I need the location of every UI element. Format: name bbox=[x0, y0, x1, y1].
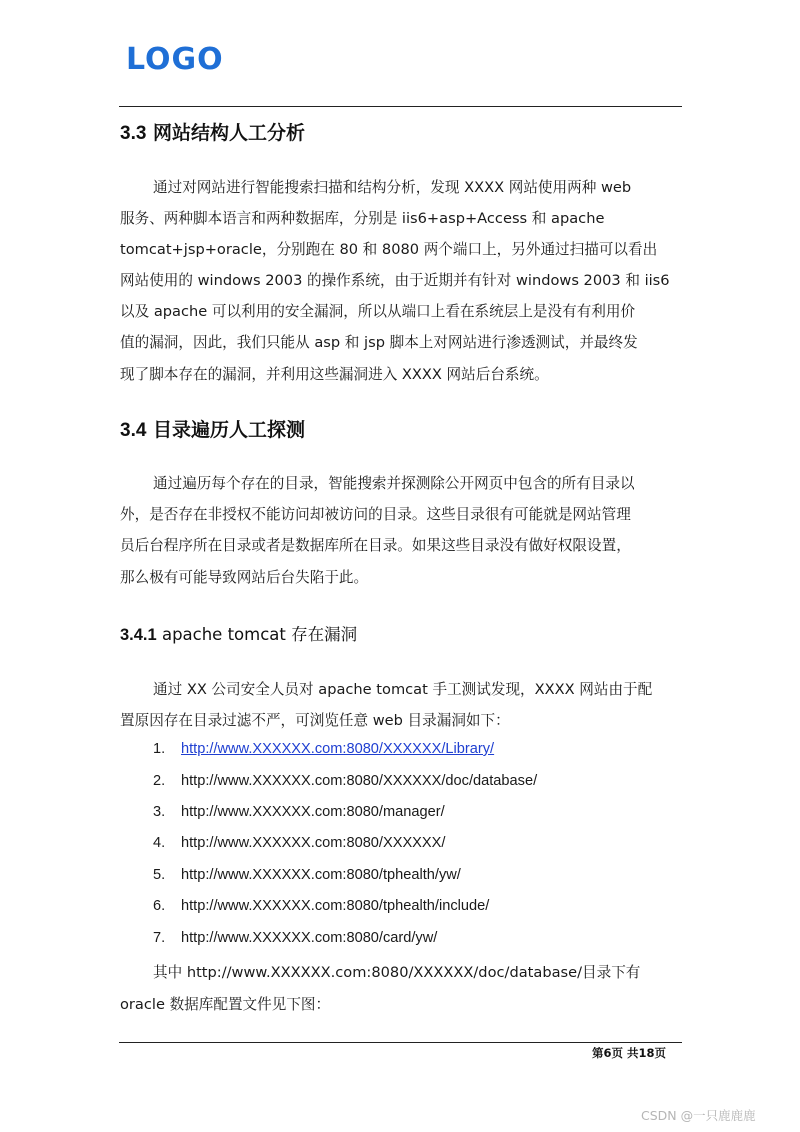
url-text: http://www.XXXXXX.com:8080/tphealth/include/ bbox=[181, 898, 490, 914]
footer-divider bbox=[119, 1042, 682, 1043]
url-text: http://www.XXXXXX.com:8080/XXXXXX/ bbox=[181, 835, 446, 851]
paragraph-line: 通过对网站进行智能搜索扫描和结构分析，发现 XXXX 网站使用两种 web bbox=[153, 179, 632, 196]
paragraph-line: 置原因存在目录过滤不严，可浏览任意 web 目录漏洞如下： bbox=[120, 712, 510, 729]
list-number: 2. bbox=[153, 773, 166, 789]
list-item bbox=[153, 930, 437, 946]
url-text: http://www.XXXXXX.com:8080/XXXXXX/doc/database/ bbox=[181, 773, 538, 789]
section-number: 3.4.1 bbox=[120, 626, 157, 644]
paragraph-line: 值的漏洞，因此，我们只能从 asp 和 jsp 脚本上对网站进行渗透测试，并最终发 bbox=[120, 334, 638, 351]
paragraph-line: tomcat+jsp+oracle，分别跑在 80 和 8080 两个端口上，另外通过扫描可以看出 bbox=[120, 241, 658, 258]
watermark: CSDN @一只鹿鹿鹿 bbox=[641, 1108, 756, 1123]
list-item bbox=[153, 741, 494, 757]
paragraph-line: 网站使用的 windows 2003 的操作系统，由于近期并有针对 windows 2003 和 iis6 bbox=[120, 272, 670, 289]
list-number: 1. bbox=[153, 741, 166, 757]
library-link[interactable]: http://www.XXXXXX.com:8080/XXXXXX/Library/ bbox=[181, 741, 495, 757]
section-3-3-heading bbox=[120, 118, 305, 145]
list-number: 3. bbox=[153, 804, 166, 820]
list-item bbox=[153, 835, 445, 851]
list-item bbox=[153, 898, 489, 914]
list-number: 7. bbox=[153, 930, 166, 946]
section-number: 3.3 bbox=[120, 123, 147, 144]
paragraph-line: 通过 XX 公司安全人员对 apache tomcat 手工测试发现，XXXX 网站由于配 bbox=[153, 681, 653, 698]
paragraph-line: 员后台程序所在目录或者是数据库所在目录。如果这些目录没有做好权限设置， bbox=[120, 537, 631, 554]
page-number: 第6页 共18页 bbox=[592, 1046, 667, 1060]
paragraph-line: 现了脚本存在的漏洞，并利用这些漏洞进入 XXXX 网站后台系统。 bbox=[120, 366, 549, 383]
list-number: 6. bbox=[153, 898, 166, 914]
url-text: http://www.XXXXXX.com:8080/card/yw/ bbox=[181, 930, 438, 946]
section-title: apache tomcat 存在漏洞 bbox=[161, 625, 358, 644]
section-title: 目录遍历人工探测 bbox=[153, 419, 306, 441]
url-text: http://www.XXXXXX.com:8080/manager/ bbox=[181, 804, 445, 820]
list-number: 5. bbox=[153, 867, 166, 883]
paragraph-line: 以及 apache 可以利用的安全漏洞，所以从端口上看在系统层上是没有有利用价 bbox=[120, 303, 636, 320]
section-title: 网站结构人工分析 bbox=[153, 122, 306, 144]
section-3-4-heading bbox=[120, 415, 305, 442]
logo: LOGO bbox=[126, 42, 224, 77]
paragraph-line: 通过遍历每个存在的目录，智能搜索并探测除公开网页中包含的所有目录以 bbox=[153, 475, 635, 492]
paragraph-line: 服务、两种脚本语言和两种数据库，分别是 iis6+asp+Access 和 apache bbox=[120, 210, 605, 227]
section-number: 3.4 bbox=[120, 420, 147, 441]
section-3-4-1-heading bbox=[120, 621, 357, 645]
list-item bbox=[153, 773, 537, 789]
url-text: http://www.XXXXXX.com:8080/tphealth/yw/ bbox=[181, 867, 461, 883]
list-item bbox=[153, 804, 445, 820]
list-item bbox=[153, 867, 461, 883]
paragraph-line: 外，是否存在非授权不能访问却被访问的目录。这些目录很有可能就是网站管理 bbox=[120, 506, 631, 523]
paragraph-line: oracle 数据库配置文件见下图： bbox=[120, 996, 331, 1013]
paragraph-line: 其中 http://www.XXXXXX.com:8080/XXXXXX/doc/database/目录下有 bbox=[153, 964, 641, 981]
header-divider bbox=[119, 106, 682, 107]
list-number: 4. bbox=[153, 835, 166, 851]
paragraph-line: 那么极有可能导致网站后台失陷于此。 bbox=[120, 569, 369, 586]
